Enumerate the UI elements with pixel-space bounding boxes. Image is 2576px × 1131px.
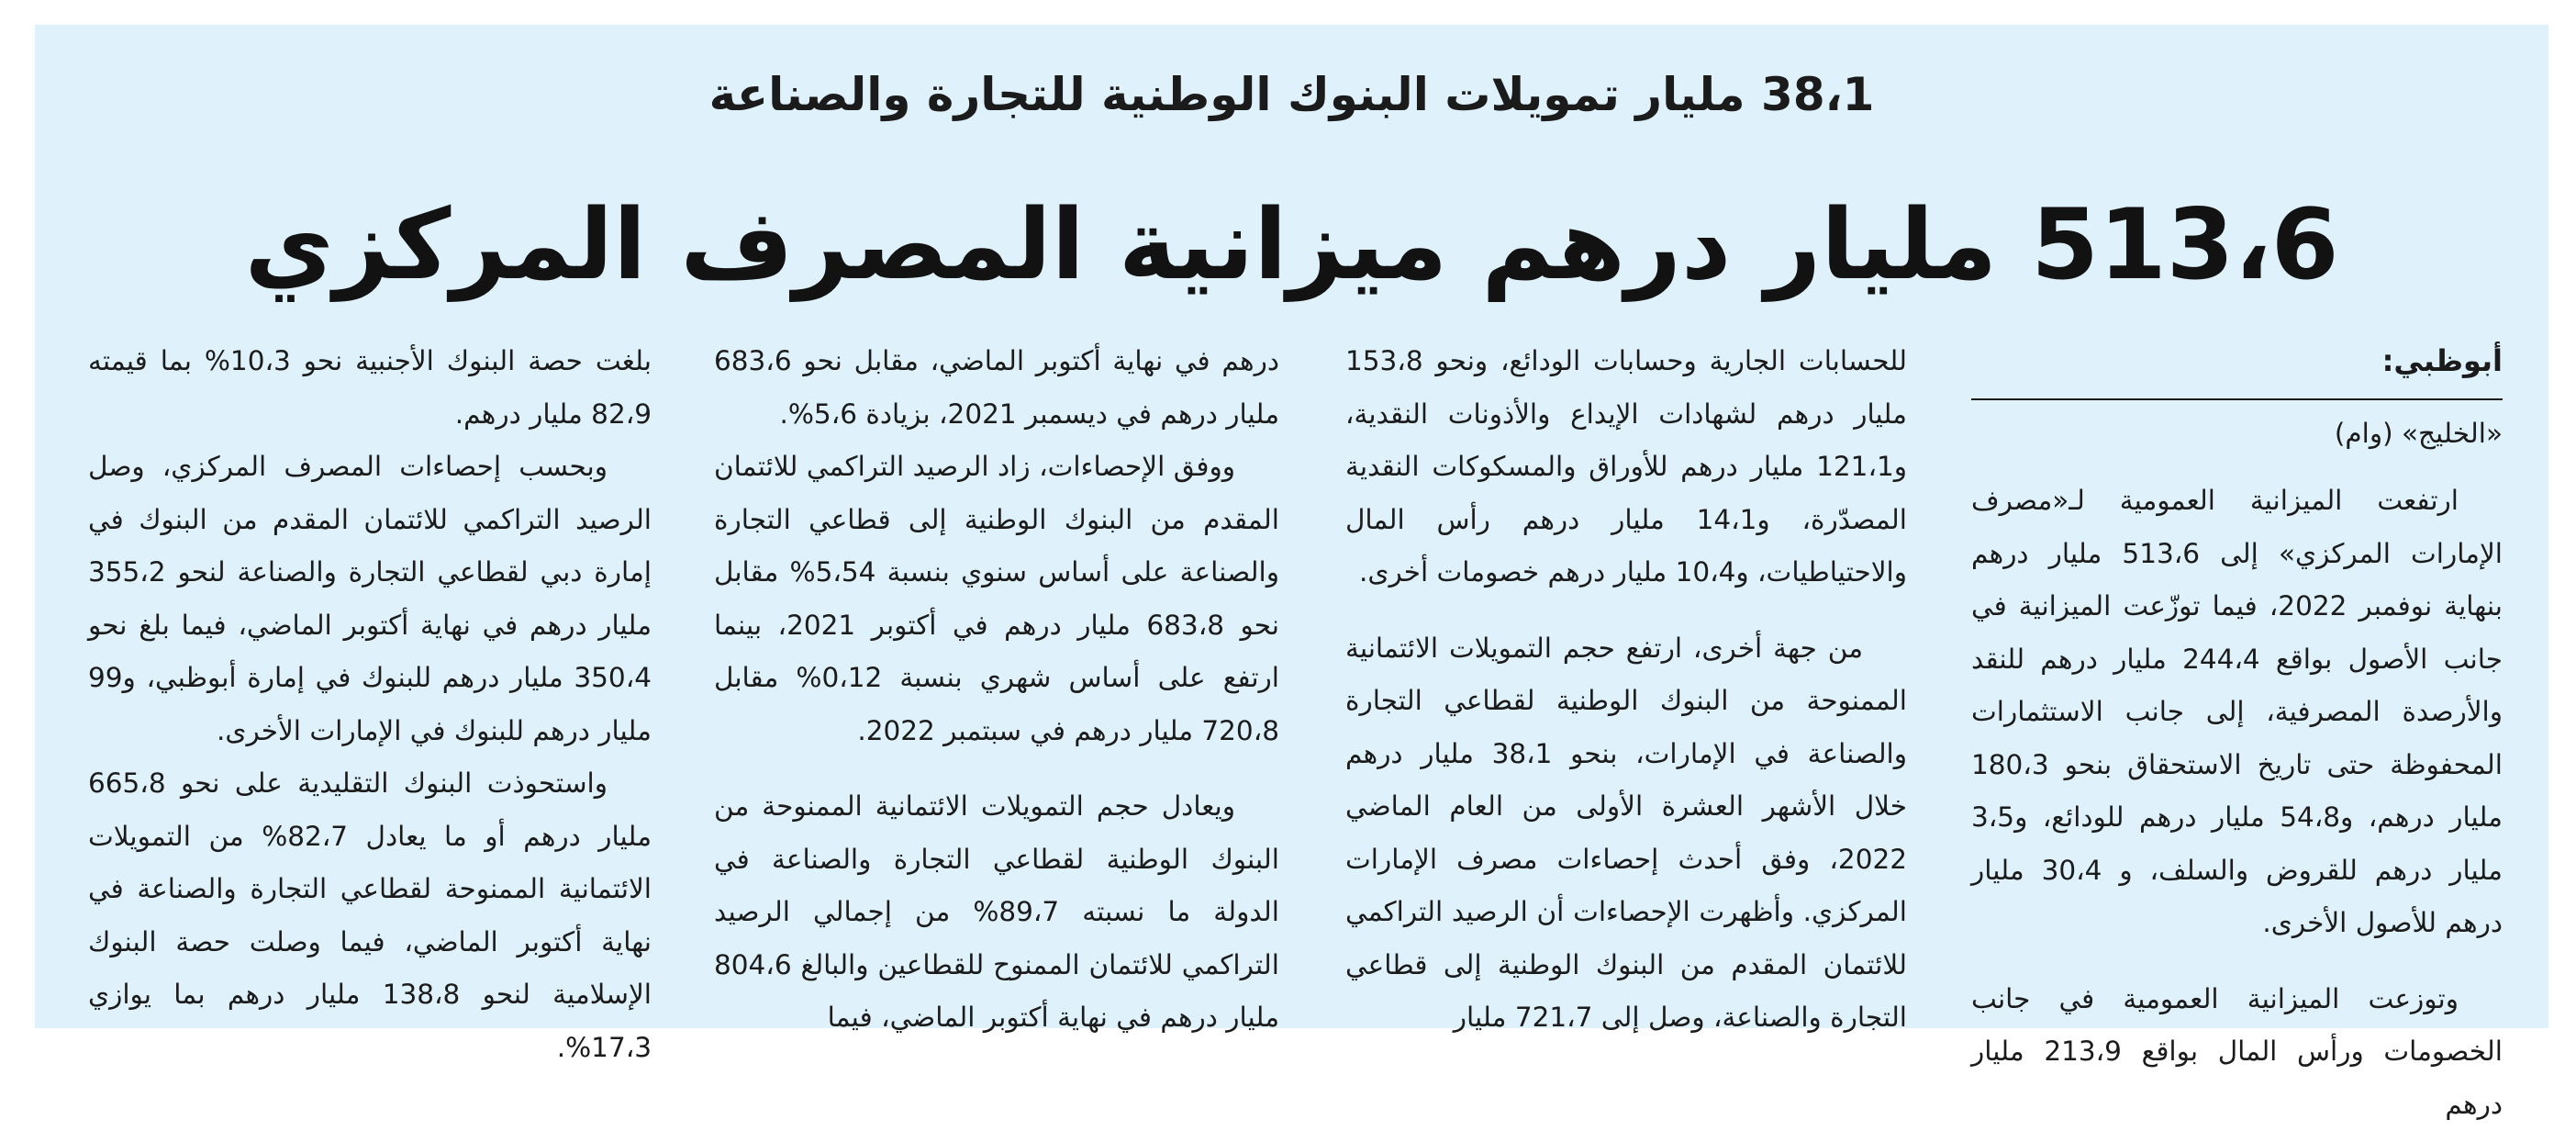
paragraph: ووفق الإحصاءات، زاد الرصيد التراكمي للائتمان المقدم من البنوك الوطنية إلى قطاعي التجارة والصناعة على أساس سنوي بنسبة 5،54% مقابل نحو 683،8 مليار درهم في أكتوبر 2021، بينما ارتفع على أساس شهري بنسبة 0،12% مقابل 720،8 مليار درهم في سبتمبر 2022. (714, 441, 1279, 757)
byline-source: «الخليج» (وام) (1971, 408, 2503, 460)
paragraph: ويعادل حجم التمويلات الائتمانية الممنوحة من البنوك الوطنية لقطاعي التجارة والصناعة في الدولة ما نسبته 89،7% من إجمالي الرصيد التراكمي للائتمان الممنوح للقطاعين والبالغ 804،6 مليار درهم في نهاية أكتوبر الماضي، فيما (714, 780, 1279, 1045)
kicker-headline: 38،1 مليار تمويلات البنوك الوطنية للتجارة والصناعة (35, 58, 2548, 131)
paragraph: درهم في نهاية أكتوبر الماضي، مقابل نحو 683،6 مليار درهم في ديسمبر 2021، بزيادة 5،6%. (714, 335, 1279, 441)
paragraph: وبحسب إحصاءات المصرف المركزي، وصل الرصيد التراكمي للائتمان المقدم من البنوك في إمارة دبي لقطاعي التجارة والصناعة لنحو 355،2 مليار درهم في نهاية أكتوبر الماضي، فيما بلغ نحو 350،4 مليار درهم للبنوك في إمارة أبوظبي، و99 مليار درهم للبنوك في الإمارات الأخرى. (88, 441, 652, 757)
paragraph: من جهة أخرى، ارتفع حجم التمويلات الائتمانية الممنوحة من البنوك الوطنية لقطاعي التجارة والصناعة في الإمارات، بنحو 38،1 مليار درهم خلال الأشهر العشرة الأولى من العام الماضي 2022، وفق أحدث إحصاءات مصرف الإمارات المركزي. وأظهرت الإحصاءات أن الرصيد التراكمي للائتمان المقدم من البنوك الوطنية إلى قطاعي التجارة والصناعة، وصل إلى 721،7 مليار (1345, 622, 1907, 1045)
paragraph: بلغت حصة البنوك الأجنبية نحو 10،3% بما قيمته 82،9 مليار درهم. (88, 335, 652, 441)
main-headline: 513،6 مليار درهم ميزانية المصرف المركزي (35, 181, 2548, 309)
dateline-divider (1971, 398, 2503, 400)
article-column-3 (714, 335, 1279, 1045)
article-column-2 (1345, 335, 1907, 1045)
paragraph: واستحوذت البنوك التقليدية على نحو 665،8 مليار درهم أو ما يعادل 82،7% من التمويلات الائتمانية الممنوحة لقطاعي التجارة والصناعة في نهاية أكتوبر الماضي، فيما وصلت حصة البنوك الإسلامية لنحو 138،8 مليار درهم بما يوازي 17،3%. (88, 757, 652, 1074)
article-column-1 (1971, 335, 2503, 1131)
article-column-4 (88, 335, 652, 1074)
paragraph: ارتفعت الميزانية العمومية لـ«مصرف الإمارات المركزي» إلى 513،6 مليار درهم بنهاية نوفمبر 2022، فيما توزّعت الميزانية في جانب الأصول بواقع 244،4 مليار درهم للنقد والأرصدة المصرفية، إلى جانب الاستثمارات المحفوظة حتى تاريخ الاستحقاق بنحو 180،3 مليار درهم، و54،8 مليار درهم للودائع، و3،5 مليار درهم للقروض والسلف، و 30،4 مليار درهم للأصول الأخرى. (1971, 475, 2503, 950)
paragraph: للحسابات الجارية وحسابات الودائع، ونحو 153،8 مليار درهم لشهادات الإيداع والأذونات النقدية، و121،1 مليار درهم للأوراق والمسكوكات النقدية المصدّرة، و14،1 مليار درهم رأس المال والاحتياطيات، و10،4 مليار درهم خصومات أخرى. (1345, 335, 1907, 599)
paragraph: وتوزعت الميزانية العمومية في جانب الخصومات ورأس المال بواقع 213،9 مليار درهم (1971, 973, 2503, 1131)
dateline: أبوظبي: (1971, 335, 2503, 387)
article-panel (35, 25, 2548, 1028)
